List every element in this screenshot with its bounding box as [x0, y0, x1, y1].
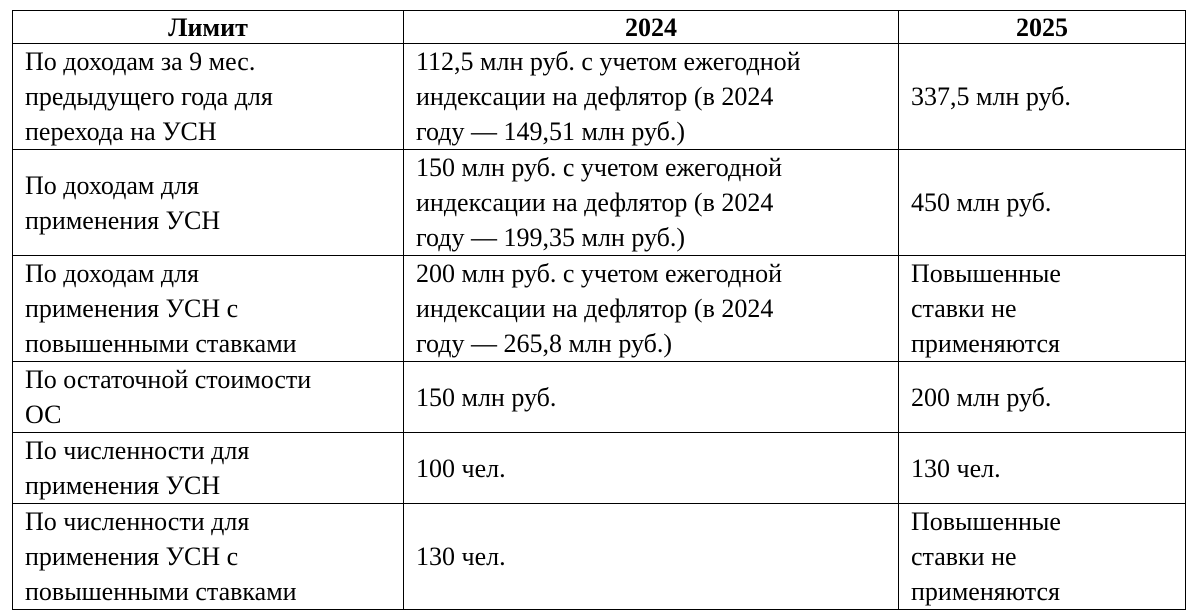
cell-limit: По доходам для применения УСН с повышенными ставками [13, 256, 404, 362]
limits-table-container [12, 10, 1186, 610]
table-row [13, 256, 1186, 362]
cell-limit: По численности для применения УСН [13, 433, 404, 504]
cell-2024: 130 чел. [404, 504, 899, 610]
cell-2024: 150 млн руб. [404, 362, 899, 433]
cell-2024: 100 чел. [404, 433, 899, 504]
table-header-row [13, 11, 1186, 44]
cell-2024: 150 млн руб. с учетом ежегодной индексации на дефлятор (в 2024 году — 199,35 млн руб.) [404, 150, 899, 256]
cell-limit: По доходам за 9 мес. предыдущего года для перехода на УСН [13, 44, 404, 150]
table-row [13, 44, 1186, 150]
cell-2024: 200 млн руб. с учетом ежегодной индексации на дефлятор (в 2024 году — 265,8 млн руб.) [404, 256, 899, 362]
cell-2025: Повышенные ставки не применяются [899, 504, 1186, 610]
cell-2025: Повышенные ставки не применяются [899, 256, 1186, 362]
table-row [13, 362, 1186, 433]
header-limit: Лимит [13, 11, 404, 44]
cell-limit: По численности для применения УСН с повышенными ставками [13, 504, 404, 610]
cell-2025: 450 млн руб. [899, 150, 1186, 256]
header-2024: 2024 [404, 11, 899, 44]
cell-2025: 200 млн руб. [899, 362, 1186, 433]
header-2025: 2025 [899, 11, 1186, 44]
cell-2024: 112,5 млн руб. с учетом ежегодной индексации на дефлятор (в 2024 году — 149,51 млн руб.) [404, 44, 899, 150]
table-row [13, 504, 1186, 610]
cell-2025: 337,5 млн руб. [899, 44, 1186, 150]
cell-limit: По остаточной стоимости ОС [13, 362, 404, 433]
table-row [13, 150, 1186, 256]
table-row [13, 433, 1186, 504]
usn-limits-table [12, 10, 1186, 610]
cell-2025: 130 чел. [899, 433, 1186, 504]
cell-limit: По доходам для применения УСН [13, 150, 404, 256]
